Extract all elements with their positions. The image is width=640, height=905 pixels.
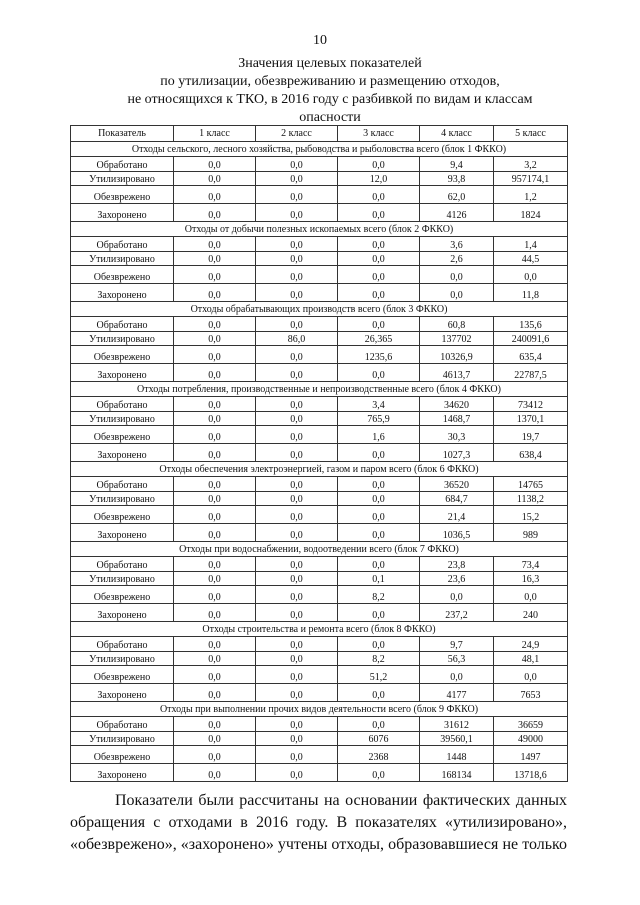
- cell-class-2: 0,0: [256, 284, 338, 302]
- cell-class-5: 135,6: [494, 317, 568, 332]
- cell-class-2: 0,0: [256, 586, 338, 604]
- cell-class-3: 0,0: [338, 204, 420, 222]
- cell-class-1: 0,0: [174, 172, 256, 186]
- row-label: Обезврежено: [71, 666, 174, 684]
- cell-class-2: 0,0: [256, 364, 338, 382]
- cell-class-5: 73,4: [494, 557, 568, 572]
- row-label: Захоронено: [71, 764, 174, 782]
- row-label: Обработано: [71, 637, 174, 652]
- cell-class-3: 0,0: [338, 557, 420, 572]
- table-row: [71, 237, 568, 252]
- cell-class-1: 0,0: [174, 557, 256, 572]
- cell-class-3: 0,0: [338, 266, 420, 284]
- cell-class-4: 9,4: [420, 157, 494, 172]
- row-label: Захоронено: [71, 604, 174, 622]
- row-label: Обработано: [71, 477, 174, 492]
- cell-class-2: 0,0: [256, 652, 338, 666]
- cell-class-1: 0,0: [174, 492, 256, 506]
- table-row: [71, 397, 568, 412]
- cell-class-4: 93,8: [420, 172, 494, 186]
- cell-class-5: 0,0: [494, 266, 568, 284]
- table-row: [71, 506, 568, 524]
- cell-class-4: 0,0: [420, 666, 494, 684]
- cell-class-2: 0,0: [256, 172, 338, 186]
- row-label: Обработано: [71, 317, 174, 332]
- cell-class-2: 0,0: [256, 524, 338, 542]
- cell-class-3: 0,0: [338, 364, 420, 382]
- row-label: Утилизировано: [71, 332, 174, 346]
- cell-class-4: 4126: [420, 204, 494, 222]
- cell-class-3: 26,365: [338, 332, 420, 346]
- cell-class-1: 0,0: [174, 764, 256, 782]
- cell-class-4: 0,0: [420, 586, 494, 604]
- cell-class-2: 0,0: [256, 186, 338, 204]
- section-row: [71, 462, 568, 477]
- cell-class-5: 44,5: [494, 252, 568, 266]
- title-line: не относящихся к ТКО, в 2016 году с разбивкой по видам и классам: [127, 92, 533, 107]
- cell-class-2: 0,0: [256, 266, 338, 284]
- cell-class-4: 1448: [420, 746, 494, 764]
- cell-class-3: 0,0: [338, 317, 420, 332]
- table-row: [71, 284, 568, 302]
- cell-class-2: 0,0: [256, 346, 338, 364]
- table-row: [71, 444, 568, 462]
- cell-class-5: 1824: [494, 204, 568, 222]
- cell-class-3: 0,0: [338, 186, 420, 204]
- cell-class-4: 34620: [420, 397, 494, 412]
- row-label: Утилизировано: [71, 252, 174, 266]
- table-body: [71, 142, 568, 782]
- cell-class-4: 237,2: [420, 604, 494, 622]
- cell-class-3: 1,6: [338, 426, 420, 444]
- row-label: Обезврежено: [71, 506, 174, 524]
- cell-class-5: 3,2: [494, 157, 568, 172]
- table-row: [71, 204, 568, 222]
- cell-class-3: 0,1: [338, 572, 420, 586]
- cell-class-5: 13718,6: [494, 764, 568, 782]
- cell-class-3: 0,0: [338, 506, 420, 524]
- cell-class-1: 0,0: [174, 746, 256, 764]
- table-row: [71, 477, 568, 492]
- cell-class-1: 0,0: [174, 284, 256, 302]
- table-row: [71, 586, 568, 604]
- cell-class-1: 0,0: [174, 157, 256, 172]
- cell-class-1: 0,0: [174, 732, 256, 746]
- section-title: Отходы строительства и ремонта всего (блок 8 ФККО): [71, 622, 568, 637]
- page-number: 10: [313, 33, 327, 48]
- cell-class-3: 0,0: [338, 684, 420, 702]
- cell-class-5: 19,7: [494, 426, 568, 444]
- row-label: Обработано: [71, 157, 174, 172]
- header-indicator: Показатель: [71, 126, 174, 142]
- table-row: [71, 572, 568, 586]
- cell-class-2: 0,0: [256, 572, 338, 586]
- cell-class-1: 0,0: [174, 477, 256, 492]
- table-row: [71, 332, 568, 346]
- row-label: Обработано: [71, 397, 174, 412]
- cell-class-4: 0,0: [420, 284, 494, 302]
- cell-class-1: 0,0: [174, 317, 256, 332]
- cell-class-4: 30,3: [420, 426, 494, 444]
- cell-class-1: 0,0: [174, 412, 256, 426]
- table-row: [71, 172, 568, 186]
- cell-class-5: 1,4: [494, 237, 568, 252]
- cell-class-1: 0,0: [174, 237, 256, 252]
- table-row: [71, 637, 568, 652]
- cell-class-2: 0,0: [256, 426, 338, 444]
- cell-class-2: 0,0: [256, 317, 338, 332]
- cell-class-5: 0,0: [494, 586, 568, 604]
- cell-class-4: 23,8: [420, 557, 494, 572]
- cell-class-2: 0,0: [256, 506, 338, 524]
- cell-class-5: 638,4: [494, 444, 568, 462]
- title-line: опасности: [299, 110, 361, 125]
- table-row: [71, 426, 568, 444]
- row-label: Захоронено: [71, 364, 174, 382]
- table-row: [71, 604, 568, 622]
- cell-class-1: 0,0: [174, 346, 256, 364]
- cell-class-5: 1138,2: [494, 492, 568, 506]
- cell-class-4: 9,7: [420, 637, 494, 652]
- cell-class-4: 56,3: [420, 652, 494, 666]
- cell-class-4: 2,6: [420, 252, 494, 266]
- table-row: [71, 186, 568, 204]
- cell-class-3: 0,0: [338, 444, 420, 462]
- cell-class-4: 1027,3: [420, 444, 494, 462]
- cell-class-1: 0,0: [174, 204, 256, 222]
- cell-class-2: 0,0: [256, 412, 338, 426]
- cell-class-4: 1468,7: [420, 412, 494, 426]
- cell-class-4: 21,4: [420, 506, 494, 524]
- cell-class-3: 0,0: [338, 717, 420, 732]
- cell-class-3: 2368: [338, 746, 420, 764]
- section-title: Отходы при водоснабжении, водоотведении всего (блок 7 ФККО): [71, 542, 568, 557]
- cell-class-1: 0,0: [174, 586, 256, 604]
- cell-class-5: 24,9: [494, 637, 568, 652]
- table-row: [71, 364, 568, 382]
- cell-class-5: 989: [494, 524, 568, 542]
- table-row: [71, 732, 568, 746]
- table-row: [71, 717, 568, 732]
- cell-class-3: 0,0: [338, 157, 420, 172]
- header-class-3: 3 класс: [338, 126, 420, 142]
- cell-class-2: 0,0: [256, 604, 338, 622]
- row-label: Утилизировано: [71, 572, 174, 586]
- cell-class-4: 36520: [420, 477, 494, 492]
- section-title: Отходы сельского, лесного хозяйства, рыбоводства и рыболовства всего (блок 1 ФККО): [71, 142, 568, 157]
- cell-class-3: 0,0: [338, 477, 420, 492]
- cell-class-3: 1235,6: [338, 346, 420, 364]
- section-row: [71, 142, 568, 157]
- section-row: [71, 222, 568, 237]
- cell-class-1: 0,0: [174, 252, 256, 266]
- row-label: Утилизировано: [71, 492, 174, 506]
- cell-class-5: 957174,1: [494, 172, 568, 186]
- row-label: Захоронено: [71, 204, 174, 222]
- table-row: [71, 652, 568, 666]
- cell-class-3: 765,9: [338, 412, 420, 426]
- cell-class-4: 4177: [420, 684, 494, 702]
- cell-class-2: 0,0: [256, 764, 338, 782]
- table-row: [71, 412, 568, 426]
- header-class-2: 2 класс: [256, 126, 338, 142]
- cell-class-5: 15,2: [494, 506, 568, 524]
- cell-class-3: 51,2: [338, 666, 420, 684]
- row-label: Утилизировано: [71, 412, 174, 426]
- cell-class-2: 0,0: [256, 204, 338, 222]
- cell-class-5: 73412: [494, 397, 568, 412]
- cell-class-1: 0,0: [174, 332, 256, 346]
- row-label: Захоронено: [71, 524, 174, 542]
- cell-class-5: 635,4: [494, 346, 568, 364]
- table-row: [71, 764, 568, 782]
- paragraph-line: обращения с отходами в 2016 году. В показателях «утилизировано»,: [70, 814, 567, 831]
- targets-table: [70, 125, 568, 782]
- cell-class-3: 0,0: [338, 524, 420, 542]
- cell-class-5: 1497: [494, 746, 568, 764]
- cell-class-5: 14765: [494, 477, 568, 492]
- cell-class-5: 7653: [494, 684, 568, 702]
- section-row: [71, 542, 568, 557]
- cell-class-5: 1,2: [494, 186, 568, 204]
- table-row: [71, 524, 568, 542]
- cell-class-4: 137702: [420, 332, 494, 346]
- cell-class-3: 0,0: [338, 604, 420, 622]
- cell-class-1: 0,0: [174, 426, 256, 444]
- body-paragraph: [70, 790, 567, 856]
- paragraph-line: «обезврежено», «захоронено» учтены отходы, образовавшиеся не только: [70, 836, 567, 853]
- row-label: Обезврежено: [71, 346, 174, 364]
- cell-class-1: 0,0: [174, 397, 256, 412]
- section-title: Отходы потребления, производственные и непроизводственные всего (блок 4 ФККО): [71, 382, 568, 397]
- cell-class-5: 240091,6: [494, 332, 568, 346]
- row-label: Захоронено: [71, 684, 174, 702]
- section-title: Отходы при выполнении прочих видов деятельности всего (блок 9 ФККО): [71, 702, 568, 717]
- cell-class-3: 0,0: [338, 252, 420, 266]
- table-row: [71, 346, 568, 364]
- row-label: Обработано: [71, 237, 174, 252]
- row-label: Утилизировано: [71, 652, 174, 666]
- cell-class-5: 16,3: [494, 572, 568, 586]
- cell-class-5: 11,8: [494, 284, 568, 302]
- cell-class-2: 0,0: [256, 684, 338, 702]
- cell-class-2: 0,0: [256, 237, 338, 252]
- table-row: [71, 557, 568, 572]
- cell-class-2: 0,0: [256, 252, 338, 266]
- cell-class-5: 48,1: [494, 652, 568, 666]
- cell-class-1: 0,0: [174, 637, 256, 652]
- cell-class-5: 22787,5: [494, 364, 568, 382]
- cell-class-3: 0,0: [338, 237, 420, 252]
- table-row: [71, 666, 568, 684]
- cell-class-1: 0,0: [174, 604, 256, 622]
- table-row: [71, 492, 568, 506]
- row-label: Обезврежено: [71, 186, 174, 204]
- cell-class-4: 23,6: [420, 572, 494, 586]
- table-header-row: [71, 126, 568, 142]
- cell-class-4: 60,8: [420, 317, 494, 332]
- section-row: [71, 622, 568, 637]
- cell-class-3: 8,2: [338, 586, 420, 604]
- cell-class-1: 0,0: [174, 684, 256, 702]
- cell-class-3: 12,0: [338, 172, 420, 186]
- cell-class-1: 0,0: [174, 666, 256, 684]
- cell-class-1: 0,0: [174, 506, 256, 524]
- row-label: Утилизировано: [71, 172, 174, 186]
- cell-class-4: 0,0: [420, 266, 494, 284]
- row-label: Захоронено: [71, 444, 174, 462]
- cell-class-5: 1370,1: [494, 412, 568, 426]
- cell-class-4: 684,7: [420, 492, 494, 506]
- document-title: [60, 55, 600, 127]
- cell-class-1: 0,0: [174, 266, 256, 284]
- cell-class-5: 240: [494, 604, 568, 622]
- section-title: Отходы обрабатывающих производств всего (блок 3 ФККО): [71, 302, 568, 317]
- cell-class-2: 0,0: [256, 637, 338, 652]
- cell-class-2: 0,0: [256, 717, 338, 732]
- cell-class-3: 3,4: [338, 397, 420, 412]
- table-row: [71, 746, 568, 764]
- cell-class-1: 0,0: [174, 572, 256, 586]
- cell-class-3: 6076: [338, 732, 420, 746]
- title-line: по утилизации, обезвреживанию и размещению отходов,: [160, 74, 500, 89]
- section-title: Отходы обеспечения электроэнергией, газом и паром всего (блок 6 ФККО): [71, 462, 568, 477]
- cell-class-2: 0,0: [256, 746, 338, 764]
- cell-class-5: 36659: [494, 717, 568, 732]
- cell-class-2: 86,0: [256, 332, 338, 346]
- cell-class-2: 0,0: [256, 444, 338, 462]
- cell-class-4: 62,0: [420, 186, 494, 204]
- table-row: [71, 684, 568, 702]
- cell-class-1: 0,0: [174, 524, 256, 542]
- cell-class-2: 0,0: [256, 477, 338, 492]
- cell-class-3: 0,0: [338, 284, 420, 302]
- cell-class-2: 0,0: [256, 492, 338, 506]
- cell-class-5: 0,0: [494, 666, 568, 684]
- cell-class-4: 31612: [420, 717, 494, 732]
- cell-class-2: 0,0: [256, 732, 338, 746]
- cell-class-4: 10326,9: [420, 346, 494, 364]
- cell-class-3: 0,0: [338, 637, 420, 652]
- title-line: Значения целевых показателей: [238, 56, 422, 71]
- header-class-1: 1 класс: [174, 126, 256, 142]
- cell-class-4: 4613,7: [420, 364, 494, 382]
- header-class-4: 4 класс: [420, 126, 494, 142]
- paragraph-line: Показатели были рассчитаны на основании фактических данных: [115, 792, 567, 809]
- row-label: Обезврежено: [71, 266, 174, 284]
- cell-class-2: 0,0: [256, 557, 338, 572]
- cell-class-1: 0,0: [174, 364, 256, 382]
- cell-class-4: 39560,1: [420, 732, 494, 746]
- cell-class-1: 0,0: [174, 186, 256, 204]
- cell-class-4: 3,6: [420, 237, 494, 252]
- section-row: [71, 702, 568, 717]
- section-row: [71, 382, 568, 397]
- cell-class-3: 8,2: [338, 652, 420, 666]
- cell-class-1: 0,0: [174, 717, 256, 732]
- cell-class-1: 0,0: [174, 444, 256, 462]
- cell-class-3: 0,0: [338, 492, 420, 506]
- row-label: Захоронено: [71, 284, 174, 302]
- row-label: Утилизировано: [71, 732, 174, 746]
- cell-class-5: 49000: [494, 732, 568, 746]
- table-row: [71, 157, 568, 172]
- cell-class-2: 0,0: [256, 397, 338, 412]
- cell-class-4: 1036,5: [420, 524, 494, 542]
- cell-class-2: 0,0: [256, 157, 338, 172]
- row-label: Обработано: [71, 717, 174, 732]
- cell-class-4: 168134: [420, 764, 494, 782]
- row-label: Обработано: [71, 557, 174, 572]
- cell-class-2: 0,0: [256, 666, 338, 684]
- section-row: [71, 302, 568, 317]
- row-label: Обезврежено: [71, 426, 174, 444]
- row-label: Обезврежено: [71, 746, 174, 764]
- cell-class-1: 0,0: [174, 652, 256, 666]
- table-row: [71, 266, 568, 284]
- section-title: Отходы от добычи полезных ископаемых всего (блок 2 ФККО): [71, 222, 568, 237]
- row-label: Обезврежено: [71, 586, 174, 604]
- table-row: [71, 317, 568, 332]
- header-class-5: 5 класс: [494, 126, 568, 142]
- cell-class-3: 0,0: [338, 764, 420, 782]
- table-row: [71, 252, 568, 266]
